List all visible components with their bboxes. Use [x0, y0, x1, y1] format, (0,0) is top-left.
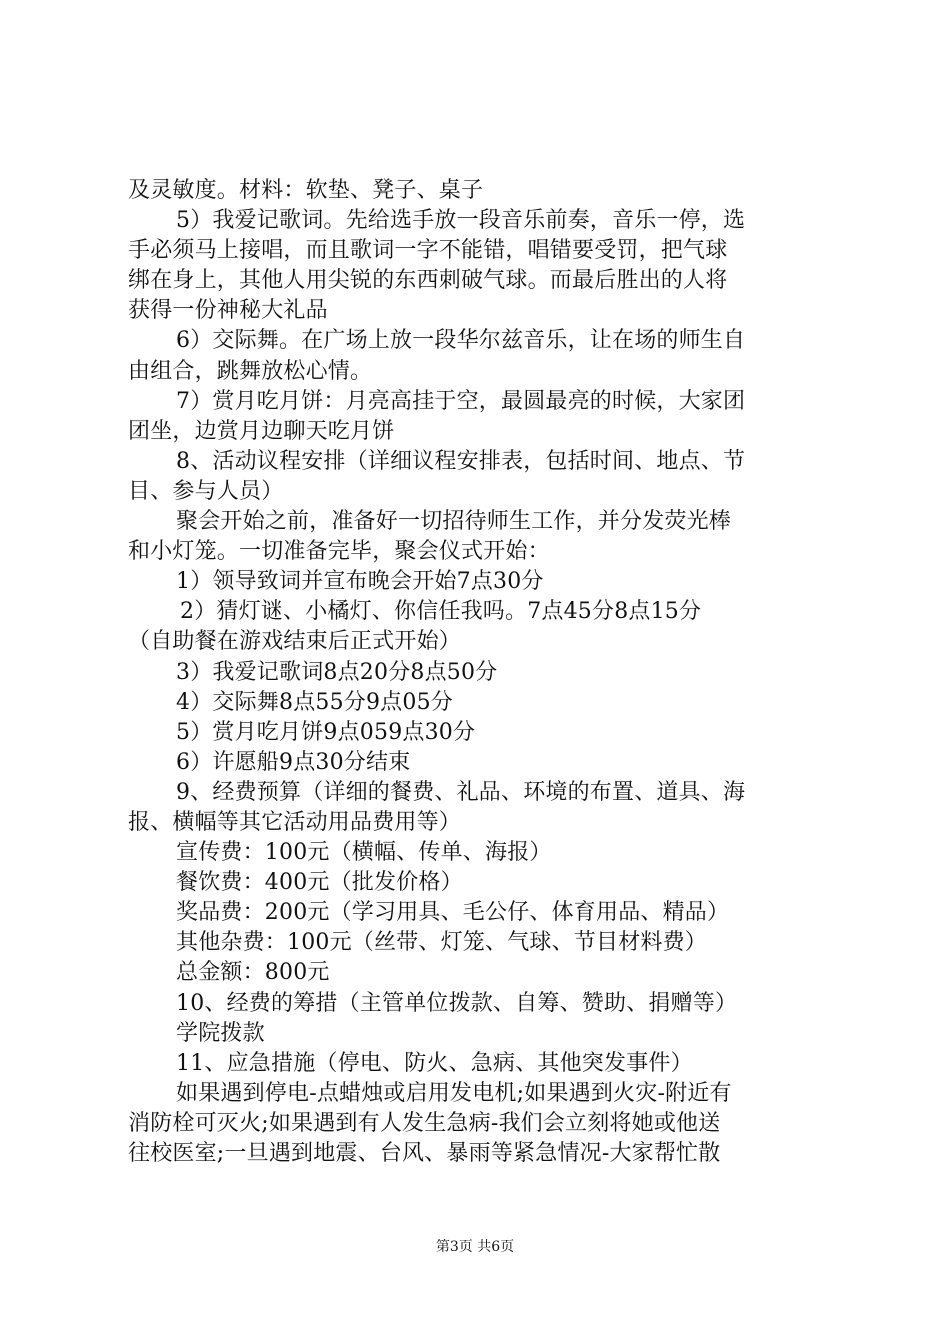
text-line: 消防栓可灭火;如果遇到有人发生急病-我们会立刻将她或他送	[128, 1110, 721, 1136]
text-line: 其他杂费：100元（丝带、灯笼、气球、节目材料费）	[176, 930, 707, 956]
text-line: 及灵敏度。材料：软垫、凳子、桌子	[128, 178, 484, 203]
text-line: 目、参与人员）	[128, 478, 284, 504]
text-line: 11、应急措施（停电、防火、急病、其他突发事件）	[176, 1050, 693, 1076]
document-body	[128, 176, 832, 1169]
text-line: 10、经费的筹措（主管单位拨款、自筹、赞助、捐赠等）	[176, 990, 738, 1016]
text-line: 报、横幅等其它活动用品费用等）	[128, 809, 462, 835]
text-line: 7）赏月吃月饼：月亮高挂于空，最圆最亮的时候，大家团	[176, 388, 746, 414]
text-line: 奖品费：200元（学习用具、毛公仔、体育用品、精品）	[176, 900, 730, 926]
text-line: 5）我爱记歌词。先给选手放一段音乐前奏，音乐一停，选	[176, 208, 746, 234]
text-line: 1）领导致词并宣布晚会开始7点30分	[176, 569, 544, 595]
text-line: 往校医室;一旦遇到地震、台风、暴雨等紧急情况-大家帮忙散	[128, 1141, 721, 1166]
text-line: 由组合，跳舞放松心情。	[128, 358, 373, 384]
text-line: 6）许愿船9点30分结束	[176, 749, 411, 775]
text-line: 5）赏月吃月饼9点059点30分	[176, 719, 476, 745]
text-line: 绑在身上，其他人用尖锐的东西刺破气球。而最后胜出的人将	[128, 268, 728, 294]
text-line: 3）我爱记歌词8点20分8点50分	[176, 659, 498, 685]
text-line: 团坐，边赏月边聊天吃月饼	[128, 418, 395, 444]
page-number-footer: 第3页 共6页	[435, 1239, 515, 1255]
text-line: 9、经费预算（详细的餐费、礼品、环境的布置、道具、海	[176, 779, 746, 805]
text-line: 4）交际舞8点55分9点05分	[176, 689, 453, 715]
text-line: 总金额：800元	[176, 960, 330, 986]
text-line: （自助餐在游戏结束后正式开始）	[128, 629, 462, 655]
text-line: 如果遇到停电-点蜡烛或启用发电机;如果遇到火灾-附近有	[176, 1080, 732, 1106]
text-line: 和小灯笼。一切准备完毕，聚会仪式开始：	[128, 539, 550, 565]
text-line: 学院拨款	[176, 1020, 265, 1046]
text-line: 获得一份神秘大礼品	[128, 298, 328, 324]
text-line: 手必须马上接唱，而且歌词一字不能错，唱错要受罚，把气球	[128, 238, 728, 264]
text-line: 餐饮费：400元（批发价格）	[176, 870, 463, 896]
text-line: 8、活动议程安排（详细议程安排表，包括时间、地点、节	[176, 448, 746, 474]
text-line: 聚会开始之前，准备好一切招待师生工作，并分发荧光棒	[176, 509, 732, 535]
text-line: 2）猜灯谜、小橘灯、你信任我吗。7点45分8点15分	[180, 599, 702, 625]
text-line: 宣传费：100元（横幅、传单、海报）	[176, 840, 552, 866]
text-line: 6）交际舞。在广场上放一段华尔兹音乐，让在场的师生自	[176, 328, 746, 354]
